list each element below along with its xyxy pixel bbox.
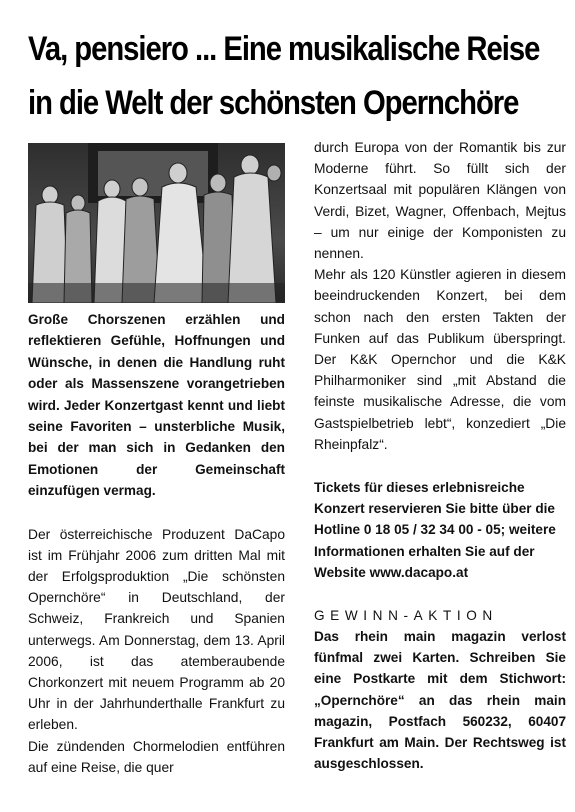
- headline-line-2: in die Welt der schönsten Opernchöre: [28, 84, 519, 122]
- gewinn-text: Das rhein main magazin verlost fünfmal zwei Karten. Schreiben Sie eine Postkarte mit dem Stichwort: „Opernchöre“ an das rhein main magazin, Postfach 560232, 60407 Frankfurt am Main. Der Rechtsweg ist ausgeschlossen.: [314, 629, 566, 772]
- body-paragraph-2-continued: durch Europa von der Romantik bis zur Moderne führt. So füllt sich der Konzertsaal mit populären Klängen von Verdi, Bizet, Wagner, Offenbach, Mejtus – um nur einige der Komponisten zu nennen.: [314, 140, 566, 262]
- opera-chorus-photo: [28, 143, 285, 303]
- body-paragraph-1: Der österreichische Produzent DaCapo ist im Frühjahr 2006 zum dritten Mal mit der Erfolgsproduktion „Die schönsten Opernchöre“ in Deutschland, der Schweiz, Frankreich und Spanien unterwegs. Am Donnerstag, dem 13. April 2006, ist das atemberaubende Chorkonzert mit neuem Programm ab 20 Uhr in der Jahrhunderthalle Frankfurt zu erleben.: [28, 526, 285, 733]
- body-paragraph-2-start: Die zündenden Chormelodien entführen auf eine Reise, die quer: [28, 738, 285, 775]
- body-paragraph-3: Mehr als 120 Künstler agieren in diesem beeindruckenden Konzert, bei dem schon nach den ersten Takten der Funken auf das Publikum überspringt. Der K&K Opernchor und die K&K Philharmoniker sind „mit Abstand die feinste musikalische Adresse, die vom Gastspielbetrieb lebt“, konzediert „Die Rheinpfalz“.: [314, 267, 566, 452]
- headline-line-1: Va, pensiero ... Eine musikalische Reise: [28, 30, 540, 68]
- opera-chorus-photo-graphic: [28, 143, 285, 303]
- right-column: [314, 137, 566, 774]
- left-column: [28, 143, 285, 778]
- tickets-info: Tickets für dieses erlebnisreiche Konzert reservieren Sie bitte über die Hotline 0 18 05 / 32 34 00 - 05; weitere Informationen erhalten Sie auf der Website www.dacapo.at: [314, 480, 556, 580]
- headline: [28, 22, 540, 130]
- lead-paragraph: Große Chorszenen erzählen und reflektieren Gefühle, Hoffnungen und Wünsche, in denen die Handlung ruht oder als Massenszene vorangetrieben wird. Jeder Konzertgast kennt und liebt seine Favoriten – unsterbliche Musik, bei der man sich in Gedanken den Emotionen der Gemeinschaft einzufügen vermag.: [28, 312, 285, 499]
- gewinn-heading: GEWINN-AKTION: [314, 608, 498, 624]
